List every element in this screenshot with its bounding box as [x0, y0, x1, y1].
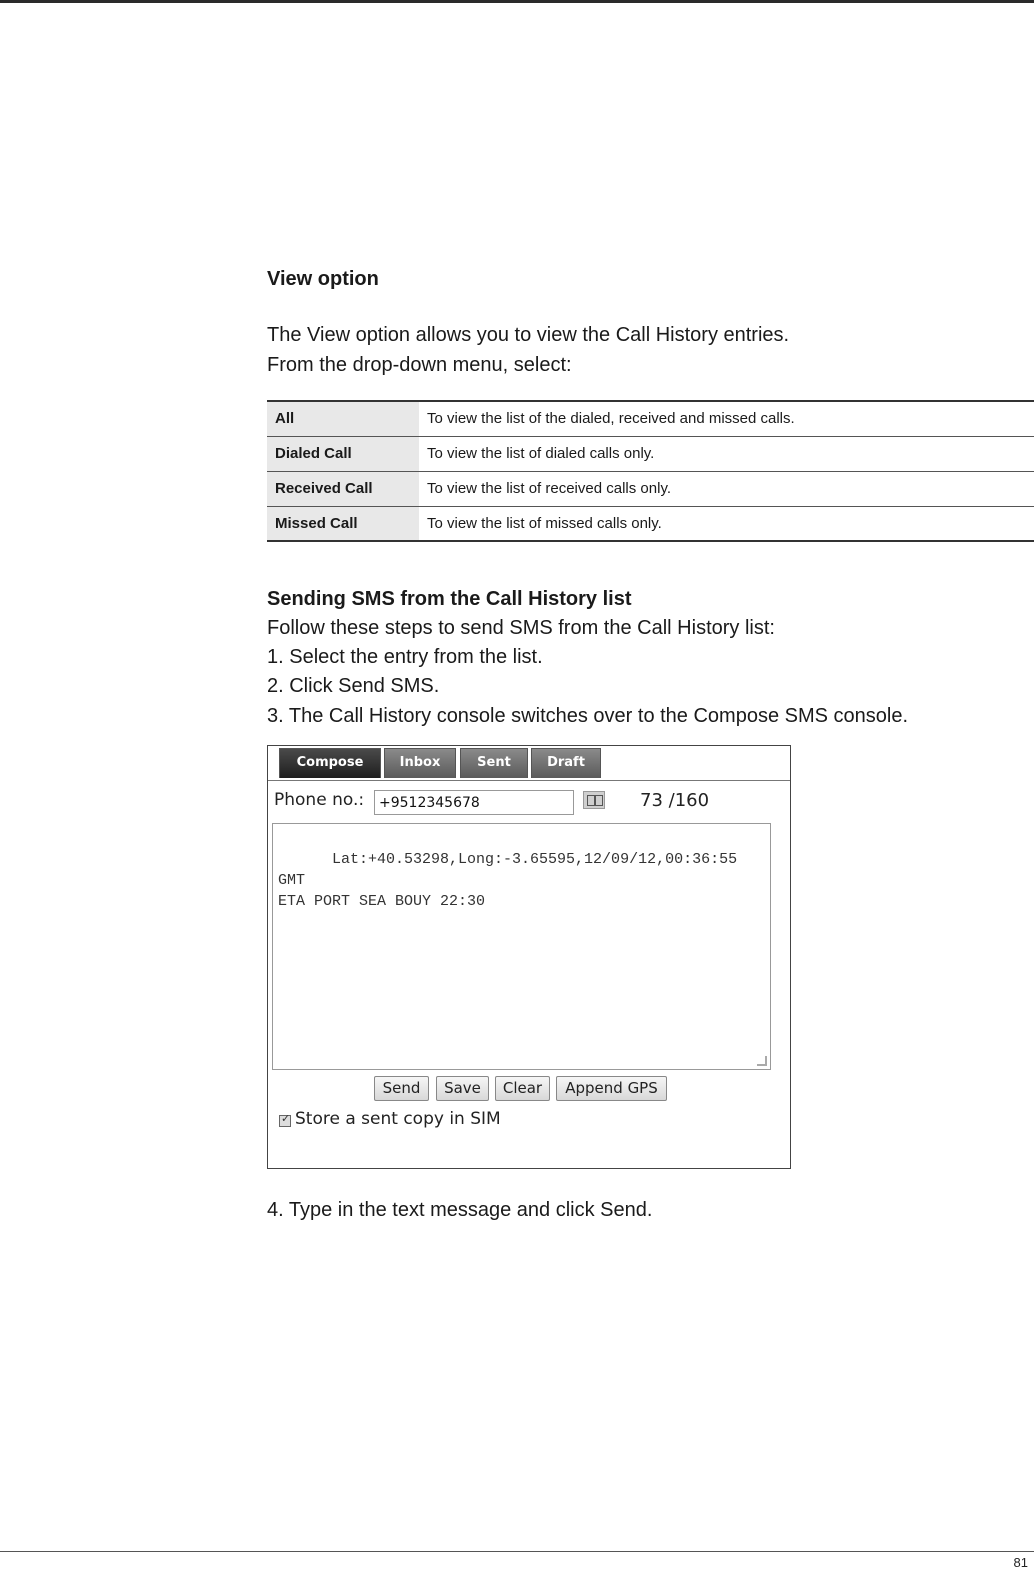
option-description: To view the list of missed calls only.: [419, 506, 1034, 541]
tab-draft[interactable]: Draft: [531, 748, 601, 778]
store-copy-checkbox[interactable]: [279, 1115, 291, 1127]
tab-inbox[interactable]: Inbox: [384, 748, 456, 778]
option-description: To view the list of received calls only.: [419, 471, 1034, 506]
view-option-intro-2: From the drop-down menu, select:: [267, 354, 572, 376]
step-3: 3. The Call History console switches over to the Compose SMS console.: [267, 705, 909, 727]
phone-label: Phone no.:: [274, 790, 365, 810]
compose-sms-console: [267, 745, 791, 1169]
bottom-rule: [0, 1551, 1034, 1552]
console-tabs: [268, 746, 790, 781]
option-description: To view the list of dialed calls only.: [419, 436, 1034, 471]
option-name: All: [267, 401, 419, 436]
sms-section-intro: Follow these steps to send SMS from the Call History list:: [267, 617, 775, 639]
store-copy-label: Store a sent copy in SIM: [295, 1109, 501, 1129]
resize-grip-icon[interactable]: [757, 1056, 767, 1066]
option-description: To view the list of the dialed, received and missed calls.: [419, 401, 1034, 436]
phonebook-icon[interactable]: [583, 791, 605, 809]
top-rule: [0, 0, 1034, 3]
append-gps-button[interactable]: Append GPS: [556, 1076, 667, 1101]
tab-sent[interactable]: Sent: [460, 748, 528, 778]
step-1: 1. Select the entry from the list.: [267, 646, 543, 668]
phone-number-input[interactable]: [374, 790, 574, 815]
view-option-intro-1: The View option allows you to view the Call History entries.: [267, 324, 790, 346]
save-button[interactable]: Save: [436, 1076, 489, 1101]
view-option-heading: View option: [267, 268, 379, 290]
option-name: Dialed Call: [267, 436, 419, 471]
view-options-table: [267, 400, 1034, 542]
table-row: [267, 436, 1034, 471]
step-2: 2. Click Send SMS.: [267, 675, 440, 697]
table-row: [267, 506, 1034, 541]
sms-section-heading: Sending SMS from the Call History list: [267, 588, 632, 610]
message-text: Lat:+40.53298,Long:-3.65595,12/09/12,00:36:55 GMT ETA PORT SEA BOUY 22:30: [278, 851, 738, 910]
page-number: 81: [1013, 1555, 1028, 1570]
clear-button[interactable]: Clear: [495, 1076, 550, 1101]
message-textarea[interactable]: [272, 823, 771, 1070]
tab-compose[interactable]: Compose: [279, 748, 381, 778]
send-button[interactable]: Send: [374, 1076, 429, 1101]
option-name: Received Call: [267, 471, 419, 506]
option-name: Missed Call: [267, 506, 419, 541]
table-row: [267, 471, 1034, 506]
step-4: 4. Type in the text message and click Send.: [267, 1199, 653, 1221]
table-row: [267, 401, 1034, 436]
character-counter: 73 /160: [640, 790, 710, 811]
